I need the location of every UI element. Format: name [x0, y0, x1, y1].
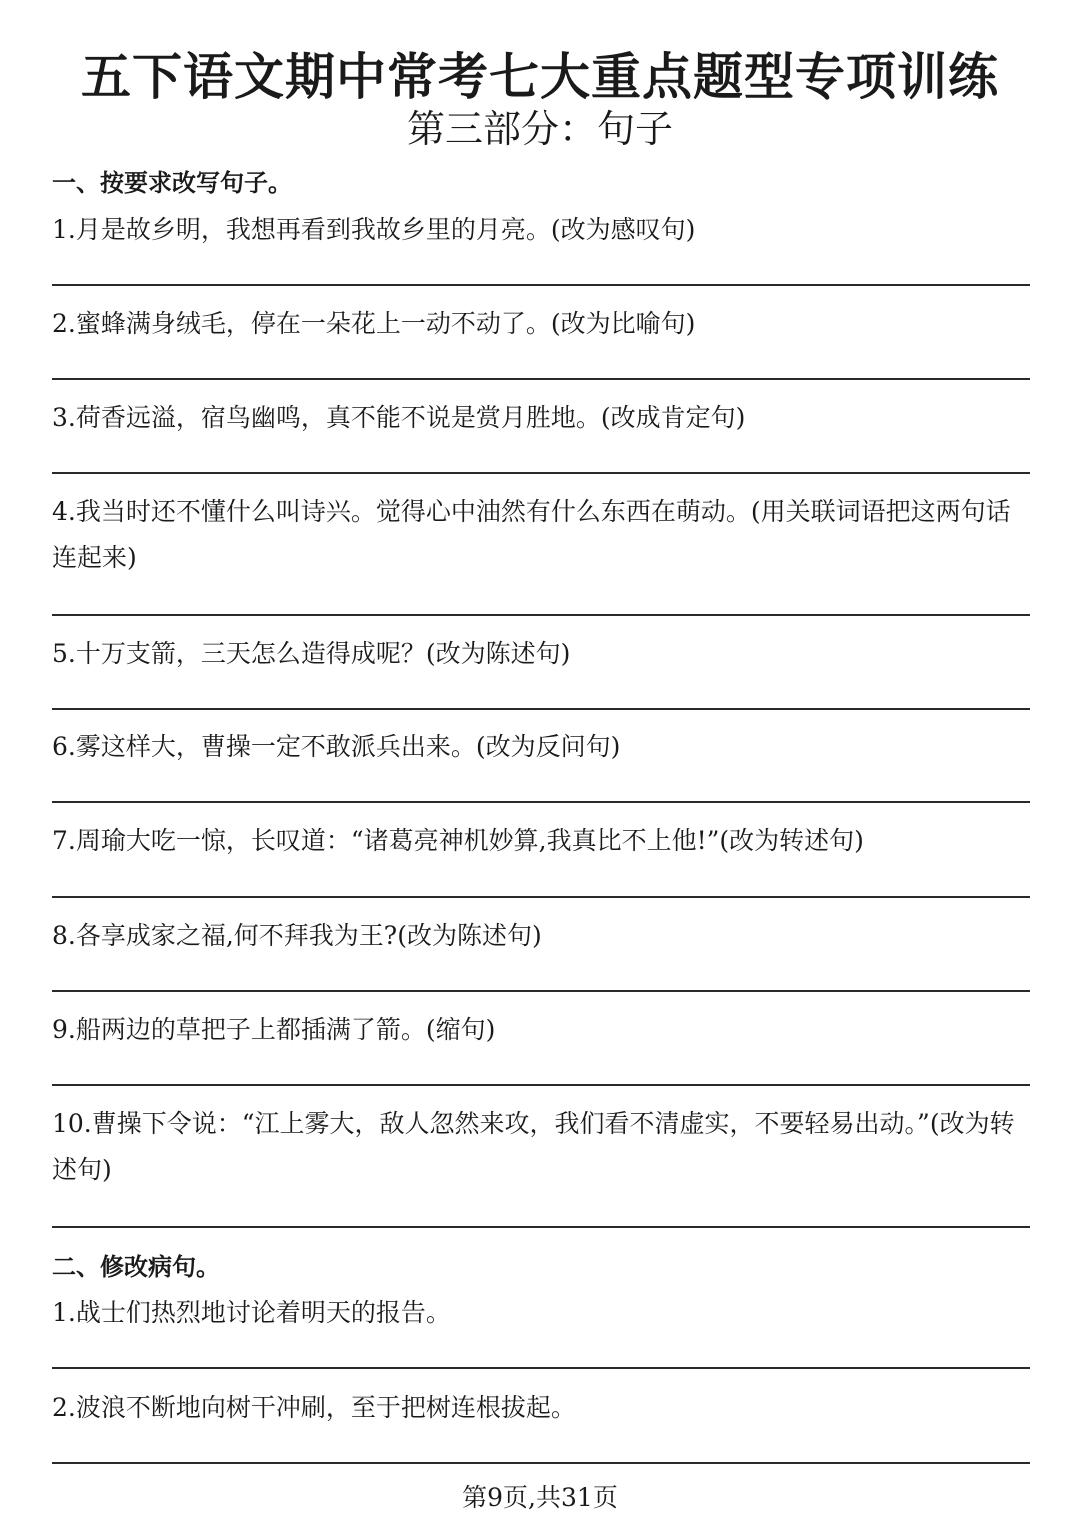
- answer-line-1-10: [52, 1226, 1030, 1228]
- question-1-5: 5.十万支箭，三天怎么造得成呢？(改为陈述句): [52, 639, 571, 668]
- answer-line-1-3: [52, 472, 1030, 474]
- section-2-heading: 二、修改病句。: [52, 1253, 220, 1281]
- answer-line-1-9: [52, 1084, 1030, 1086]
- question-1-4: 4.我当时还不懂什么叫诗兴。觉得心中油然有什么东西在萌动。(用关联词语把这两句话连起来): [52, 497, 1011, 572]
- answer-line-1-4: [52, 614, 1030, 616]
- page-number: 第9页,共31页: [462, 1483, 618, 1512]
- page-subtitle: 第三部分：句子: [406, 107, 673, 151]
- answer-line-1-1: [52, 284, 1030, 286]
- answer-line-1-5: [52, 708, 1030, 710]
- answer-line-2-1: [52, 1367, 1030, 1369]
- question-1-1: 1.月是故乡明，我想再看到我故乡里的月亮。(改为感叹句): [52, 215, 696, 244]
- question-2-1: 1.战士们热烈地讨论着明天的报告。: [52, 1298, 451, 1327]
- answer-line-1-8: [52, 990, 1030, 992]
- question-2-2: 2.波浪不断地向树干冲刷，至于把树连根拔起。: [52, 1393, 576, 1422]
- answer-line-2-2: [52, 1462, 1030, 1464]
- answer-line-1-6: [52, 801, 1030, 803]
- page-title: 五下语文期中常考七大重点题型专项训练: [81, 48, 999, 106]
- question-1-6: 6.雾这样大，曹操一定不敢派兵出来。(改为反问句): [52, 732, 621, 761]
- answer-line-1-2: [52, 378, 1030, 380]
- question-1-8: 8.各享成家之福,何不拜我为王?(改为陈述句): [52, 921, 542, 950]
- question-1-10: 10.曹操下令说：“江上雾大，敌人忽然来攻，我们看不清虚实，不要轻易出动。”(改为转述句): [52, 1109, 1015, 1184]
- question-1-9: 9.船两边的草把子上都插满了箭。(缩句): [52, 1015, 496, 1044]
- question-1-3: 3.荷香远溢，宿鸟幽鸣，真不能不说是赏月胜地。(改成肯定句): [52, 403, 746, 432]
- question-1-7: 7.周瑜大吃一惊，长叹道：“诸葛亮神机妙算,我真比不上他!”(改为转述句): [52, 826, 864, 855]
- answer-line-1-7: [52, 896, 1030, 898]
- question-1-2: 2.蜜蜂满身绒毛，停在一朵花上一动不动了。(改为比喻句): [52, 309, 696, 338]
- section-1-heading: 一、按要求改写句子。: [52, 169, 292, 197]
